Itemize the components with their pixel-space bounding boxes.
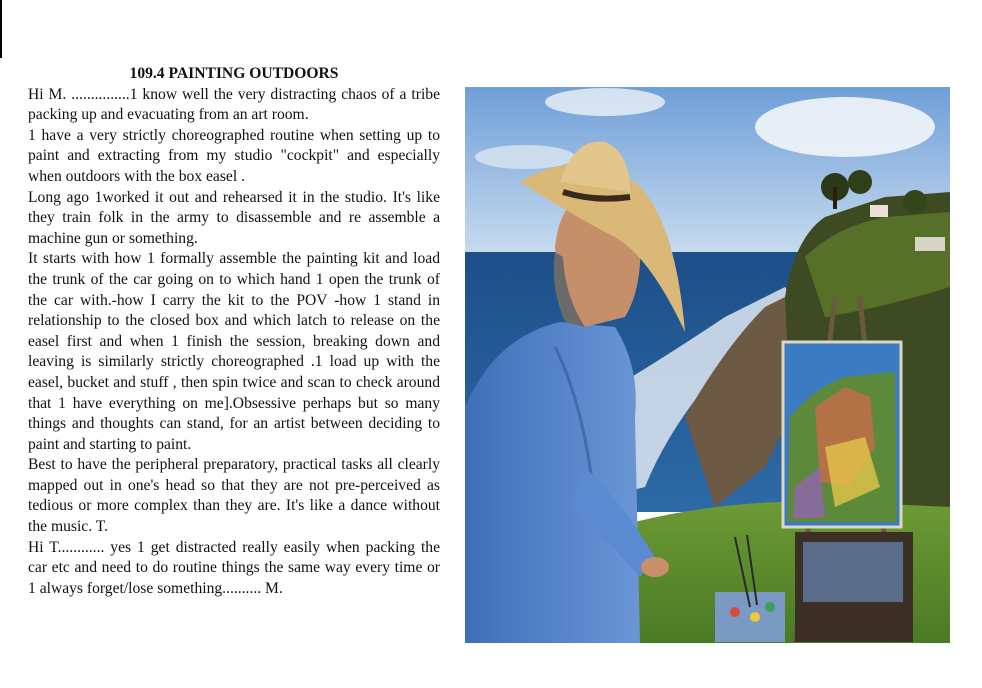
paragraph-4: It starts with how 1 formally assemble the painting kit and load the trunk of the car going on to which hand 1 open the trunk of the car with.-how I carry the kit to the POV -how 1 stand in relationship to the closed box and which latch to release on the easel first and when 1 finish the session, breaking down and leaving is similarly strictly choreographed .1 load up with the easel, bucket and stuff , then spin twice and scan to check around that 1 have everything on me].Obsessive perhaps but so many things and thoughts can stand, for an artist between deciding to paint and starting to paint. <box>28 250 440 453</box>
article-text-column <box>28 64 440 599</box>
cloud <box>475 145 575 169</box>
cloud <box>755 97 935 157</box>
paragraph-5: Best to have the peripheral preparatory, practical tasks all clearly mapped out in one's head so that they are not pre-perceived as tedious or more complex than they are. It's like a dance without the music. T. <box>28 456 440 536</box>
paragraph-1: Hi M. ...............1 know well the very distracting chaos of a tribe packing up and evacuating from an art room. <box>28 85 440 124</box>
left-edge-rule <box>0 0 2 58</box>
house <box>915 237 945 251</box>
painter-shirt <box>465 322 640 643</box>
article-title: 109.4 PAINTING OUTDOORS <box>129 65 339 82</box>
cloud <box>545 88 665 116</box>
painter-photo-illustration <box>465 87 950 643</box>
paragraph-3: Long ago 1worked it out and rehearsed it in the studio. It's like they train folk in the army to disassemble and re assemble a machine gun or something. <box>28 188 440 247</box>
paragraph-6: Hi T............ yes 1 get distracted really easily when packing the car etc and need to do routine things the same way every time or 1 always forget/lose something.......... M. <box>28 538 440 597</box>
house <box>870 205 888 217</box>
paragraph-2: 1 have a very strictly choreographed routine when setting up to paint and extracting from my studio "cockpit" and especially when outdoors with the box easel . <box>28 126 440 185</box>
painter-photo <box>465 87 950 643</box>
